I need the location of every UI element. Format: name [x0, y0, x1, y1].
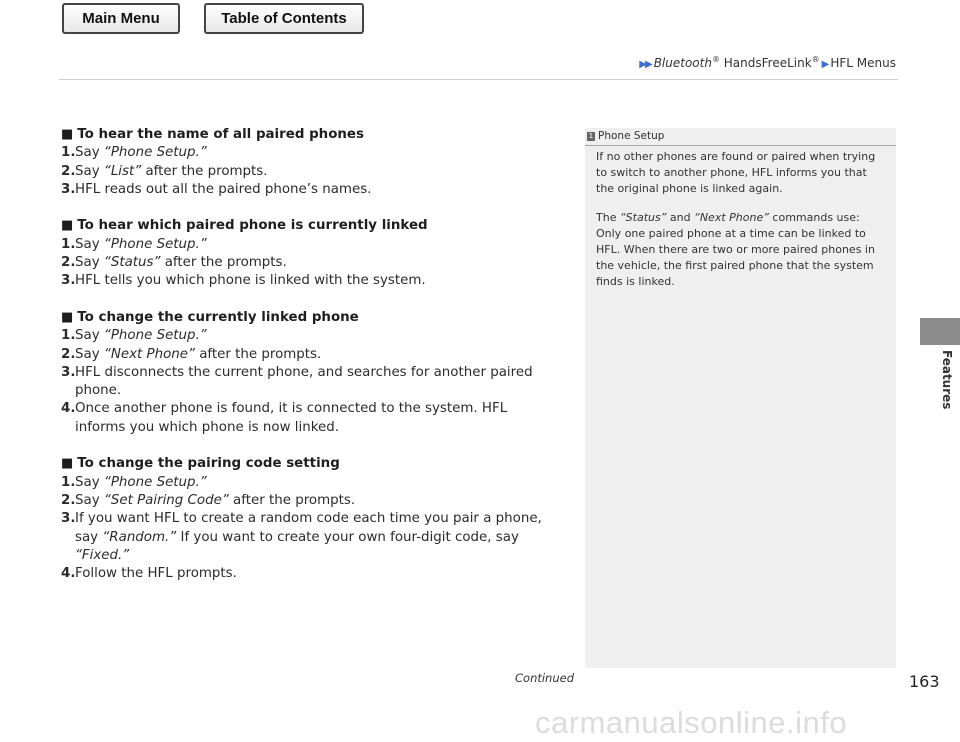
step-number: 2.: [61, 163, 76, 179]
sidebar-title-text: Phone Setup: [598, 130, 665, 142]
sidebar-paragraph: Only one paired phone at a time can be linked to HFL. When there are two or more paired phones in the vehicle, the first paired phone that the system finds is linked.: [596, 226, 875, 289]
step: [61, 400, 561, 437]
section: [61, 309, 561, 437]
step: [61, 565, 561, 583]
step-text: Say “Phone Setup.”: [75, 328, 207, 344]
section-tab[interactable]: [920, 318, 960, 345]
step-number: 3.: [61, 181, 76, 197]
section: [61, 455, 561, 583]
section-title: To hear which paired phone is currently linked: [77, 218, 428, 234]
breadcrumb-current: HFL Menus: [830, 56, 896, 70]
step: [61, 364, 561, 401]
square-bullet-icon: ■: [61, 309, 74, 325]
breadcrumb-arrow-icon: ▶: [821, 59, 828, 70]
step: [61, 272, 561, 290]
step-text: Say “Phone Setup.”: [75, 236, 207, 252]
step-number: 4.: [61, 401, 76, 417]
breadcrumb: [639, 55, 896, 70]
step-text: Say “Phone Setup.”: [75, 145, 207, 161]
step: [61, 254, 561, 272]
sidebar-paragraph: The “Status” and “Next Phone” commands use:: [596, 210, 860, 224]
sidebar-note: [585, 128, 896, 668]
section: [61, 126, 561, 199]
square-bullet-icon: ■: [61, 218, 74, 234]
step-number: 1.: [61, 474, 76, 490]
step-number: 3.: [61, 273, 76, 289]
step-number: 3.: [61, 364, 76, 380]
section: [61, 217, 561, 290]
table-of-contents-button[interactable]: Table of Contents: [204, 3, 364, 34]
step: [61, 474, 561, 492]
step-text: Say “Status” after the prompts.: [75, 255, 287, 271]
sidebar-paragraph: If no other phones are found or paired when trying to switch to another phone, HFL informs you that the original phone is linked again.: [596, 150, 876, 196]
breadcrumb-handsfreelink: HandsFreeLink: [719, 56, 812, 70]
section-title: To change the currently linked phone: [77, 309, 359, 325]
watermark: carmanualsonline.info: [535, 705, 848, 740]
main-menu-button[interactable]: Main Menu: [62, 3, 180, 34]
breadcrumb-arrow-icon: ▶▶: [639, 59, 651, 70]
step-text: Say “Set Pairing Code” after the prompts.: [75, 492, 356, 508]
step-text: HFL disconnects the current phone, and searches for another paired phone.: [75, 364, 533, 399]
step: [61, 144, 561, 162]
step-number: 2.: [61, 492, 76, 508]
section-heading: [61, 455, 561, 473]
step-number: 4.: [61, 566, 76, 582]
registered-mark: ®: [811, 55, 820, 64]
continued-label: Continued: [515, 671, 575, 685]
note-number-badge: 1: [588, 132, 594, 140]
square-bullet-icon: ■: [61, 456, 74, 472]
step: [61, 510, 561, 565]
step-text: Say “Next Phone” after the prompts.: [75, 346, 322, 362]
registered-mark: ®: [711, 55, 720, 64]
step-number: 2.: [61, 346, 76, 362]
step-number: 2.: [61, 255, 76, 271]
section-title: To change the pairing code setting: [77, 456, 340, 472]
step: [61, 163, 561, 181]
breadcrumb-bluetooth: Bluetooth: [653, 56, 712, 70]
section-title: To hear the name of all paired phones: [77, 127, 364, 142]
step: [61, 181, 561, 199]
page-number: 163: [909, 672, 940, 691]
step: [61, 346, 561, 364]
sidebar-title: [585, 128, 896, 146]
step-text: HFL tells you which phone is linked with the system.: [75, 273, 426, 289]
main-content: [61, 126, 561, 602]
sidebar-body: [596, 149, 886, 303]
section-tab-label: Features: [940, 350, 954, 410]
step-text: Once another phone is found, it is connected to the system. HFL informs you which phone is now linked.: [75, 401, 508, 435]
step: [61, 327, 561, 345]
step-text: Say “List” after the prompts.: [75, 163, 268, 179]
step-number: 1.: [61, 328, 76, 344]
step-text: Say “Phone Setup.”: [75, 474, 207, 490]
step-text: If you want HFL to create a random code each time you pair a phone, say “Random.” If you want to create your own four-digit code, say “Fixed.”: [75, 511, 542, 563]
section-heading: [61, 309, 561, 327]
step-number: 1.: [61, 236, 76, 252]
step: [61, 236, 561, 254]
square-bullet-icon: ■: [61, 127, 74, 142]
section-heading: [61, 217, 561, 235]
step-text: HFL reads out all the paired phone’s names.: [75, 181, 372, 197]
section-heading: [61, 126, 561, 144]
step: [61, 492, 561, 510]
step-number: 1.: [61, 145, 76, 161]
header-divider: [59, 79, 898, 80]
step-text: Follow the HFL prompts.: [75, 566, 237, 582]
step-number: 3.: [61, 511, 76, 527]
